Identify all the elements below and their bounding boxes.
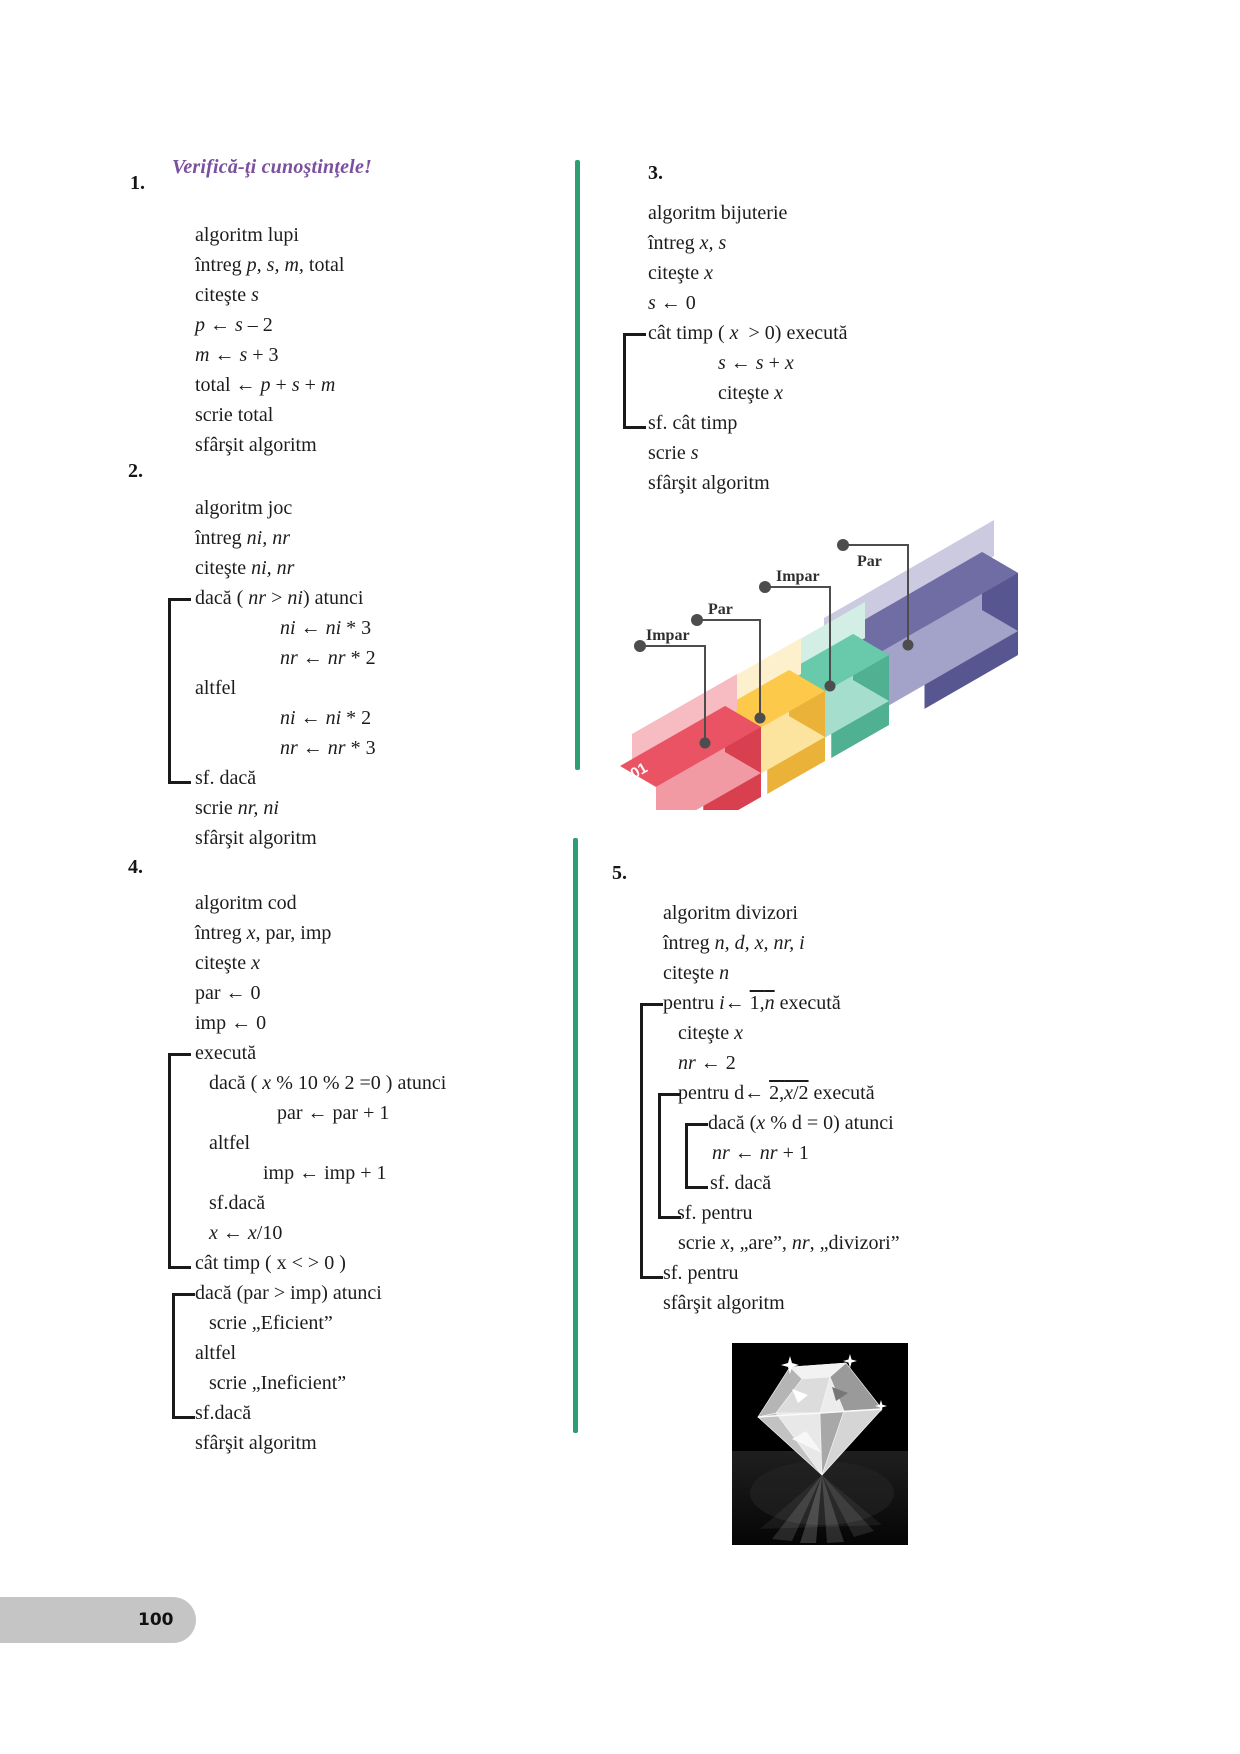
code-line: algoritm joc — [195, 497, 293, 519]
exercise-4-number: 4. — [128, 856, 143, 878]
code-line: scrie „Ineficient” — [209, 1372, 347, 1394]
code-line: par ← 0 — [195, 982, 261, 1004]
code-line: pentru i← $1,\overline{n}$ execută — [663, 992, 841, 1014]
code-line: citeşte ni, nr — [195, 557, 295, 579]
code-line: p ← s – 2 — [195, 314, 273, 336]
flow-bracket — [658, 1093, 681, 1219]
callout-label: Impar — [776, 568, 820, 585]
callout-end-dot — [755, 713, 766, 724]
code-line: ni ← ni * 3 — [280, 617, 372, 639]
code-line: imp ← 0 — [195, 1012, 267, 1034]
code-line: x ← x/10 — [209, 1222, 283, 1244]
code-line: sf. dacă — [710, 1172, 772, 1194]
code-line: altfel — [195, 1342, 237, 1364]
callout-label: Par — [708, 601, 733, 618]
code-line: s ← s + x — [718, 352, 794, 374]
diamond-image — [732, 1343, 908, 1545]
flow-bracket — [168, 598, 191, 784]
code-line: par ← par + 1 — [277, 1102, 390, 1124]
callout-dot — [837, 539, 849, 551]
code-line: sfârşit algoritm — [195, 827, 317, 849]
callout-end-dot — [825, 681, 836, 692]
exercise-3-number: 3. — [648, 162, 663, 184]
code-line: s ← 0 — [648, 292, 696, 314]
flow-bracket — [168, 1053, 191, 1269]
callout-dot — [759, 581, 771, 593]
code-line: cât timp ( x > 0) execută — [648, 322, 848, 344]
flow-bracket — [685, 1123, 708, 1189]
code-line: algoritm lupi — [195, 224, 299, 246]
callout-dot — [691, 614, 703, 626]
code-line: dacă (x % d = 0) atunci — [708, 1112, 894, 1134]
code-line: sfârşit algoritm — [195, 434, 317, 456]
callout-label: Impar — [646, 627, 690, 644]
code-line: scrie „Eficient” — [209, 1312, 333, 1334]
code-line: execută — [195, 1042, 257, 1064]
code-line: nr ← nr + 1 — [712, 1142, 809, 1164]
code-line: scrie nr, ni — [195, 797, 279, 819]
code-line: dacă (par > imp) atunci — [195, 1282, 382, 1304]
code-line: sf. pentru — [677, 1202, 753, 1224]
code-line: algoritm cod — [195, 892, 297, 914]
code-line: altfel — [195, 677, 237, 699]
page-heading: Verifică-ţi cunoştinţele! — [172, 156, 372, 178]
code-line: sf. cât timp — [648, 412, 738, 434]
code-line: scrie total — [195, 404, 274, 426]
column-divider-bottom — [573, 838, 578, 1433]
callout-end-dot — [903, 640, 914, 651]
exercise-5-number: 5. — [612, 862, 627, 884]
callout-dot — [634, 640, 646, 652]
code-line: citeşte n — [663, 962, 730, 984]
code-line: întreg n, d, x, nr, i — [663, 932, 805, 954]
flow-bracket — [623, 333, 646, 429]
code-line: nr ← 2 — [678, 1052, 736, 1074]
code-line: sf. pentru — [663, 1262, 739, 1284]
flow-bracket — [172, 1293, 195, 1419]
code-line: citeşte x — [648, 262, 713, 284]
code-line: sf.dacă — [195, 1402, 252, 1424]
code-line: algoritm bijuterie — [648, 202, 788, 224]
code-line: întreg x, par, imp — [195, 922, 332, 944]
code-line: sfârşit algoritm — [195, 1432, 317, 1454]
step-number: 01 — [627, 759, 651, 783]
code-line: dacă ( x % 10 % 2 =0 ) atunci — [209, 1072, 447, 1094]
callout-label: Par — [857, 553, 882, 570]
code-line: ni ← ni * 2 — [280, 707, 372, 729]
code-line: citeşte x — [718, 382, 783, 404]
code-line: citeşte x — [678, 1022, 743, 1044]
page-number: 100 — [138, 1610, 174, 1630]
code-line: altfel — [209, 1132, 251, 1154]
code-line: nr ← nr * 2 — [280, 647, 376, 669]
code-line: scrie s — [648, 442, 699, 464]
code-line: nr ← nr * 3 — [280, 737, 376, 759]
code-line: sf.dacă — [209, 1192, 266, 1214]
code-line: pentru d← $2,\overline{x}/2$ execută — [678, 1082, 875, 1104]
code-line: imp ← imp + 1 — [263, 1162, 387, 1184]
code-line: întreg ni, nr — [195, 527, 290, 549]
code-line: citeşte s — [195, 284, 259, 306]
code-line: scrie x, „are”, nr, „divizori” — [678, 1232, 900, 1254]
code-line: dacă ( nr > ni) atunci — [195, 587, 364, 609]
exercise-2-number: 2. — [128, 460, 143, 482]
page-number-tab — [0, 1597, 196, 1643]
exercise-1-number: 1. — [130, 172, 145, 194]
staircase-infographic — [580, 478, 1020, 810]
code-line: m ← s + 3 — [195, 344, 279, 366]
callout-end-dot — [700, 738, 711, 749]
code-line: algoritm divizori — [663, 902, 798, 924]
code-line: întreg x, s — [648, 232, 727, 254]
code-line: sfârşit algoritm — [663, 1292, 785, 1314]
code-line: întreg p, s, m, total — [195, 254, 345, 276]
code-line: cât timp ( x < > 0 ) — [195, 1252, 346, 1274]
code-line: citeşte x — [195, 952, 260, 974]
code-line: sfârşit algoritm — [648, 472, 770, 494]
code-line: total ← p + s + m — [195, 374, 336, 396]
code-line: sf. dacă — [195, 767, 257, 789]
